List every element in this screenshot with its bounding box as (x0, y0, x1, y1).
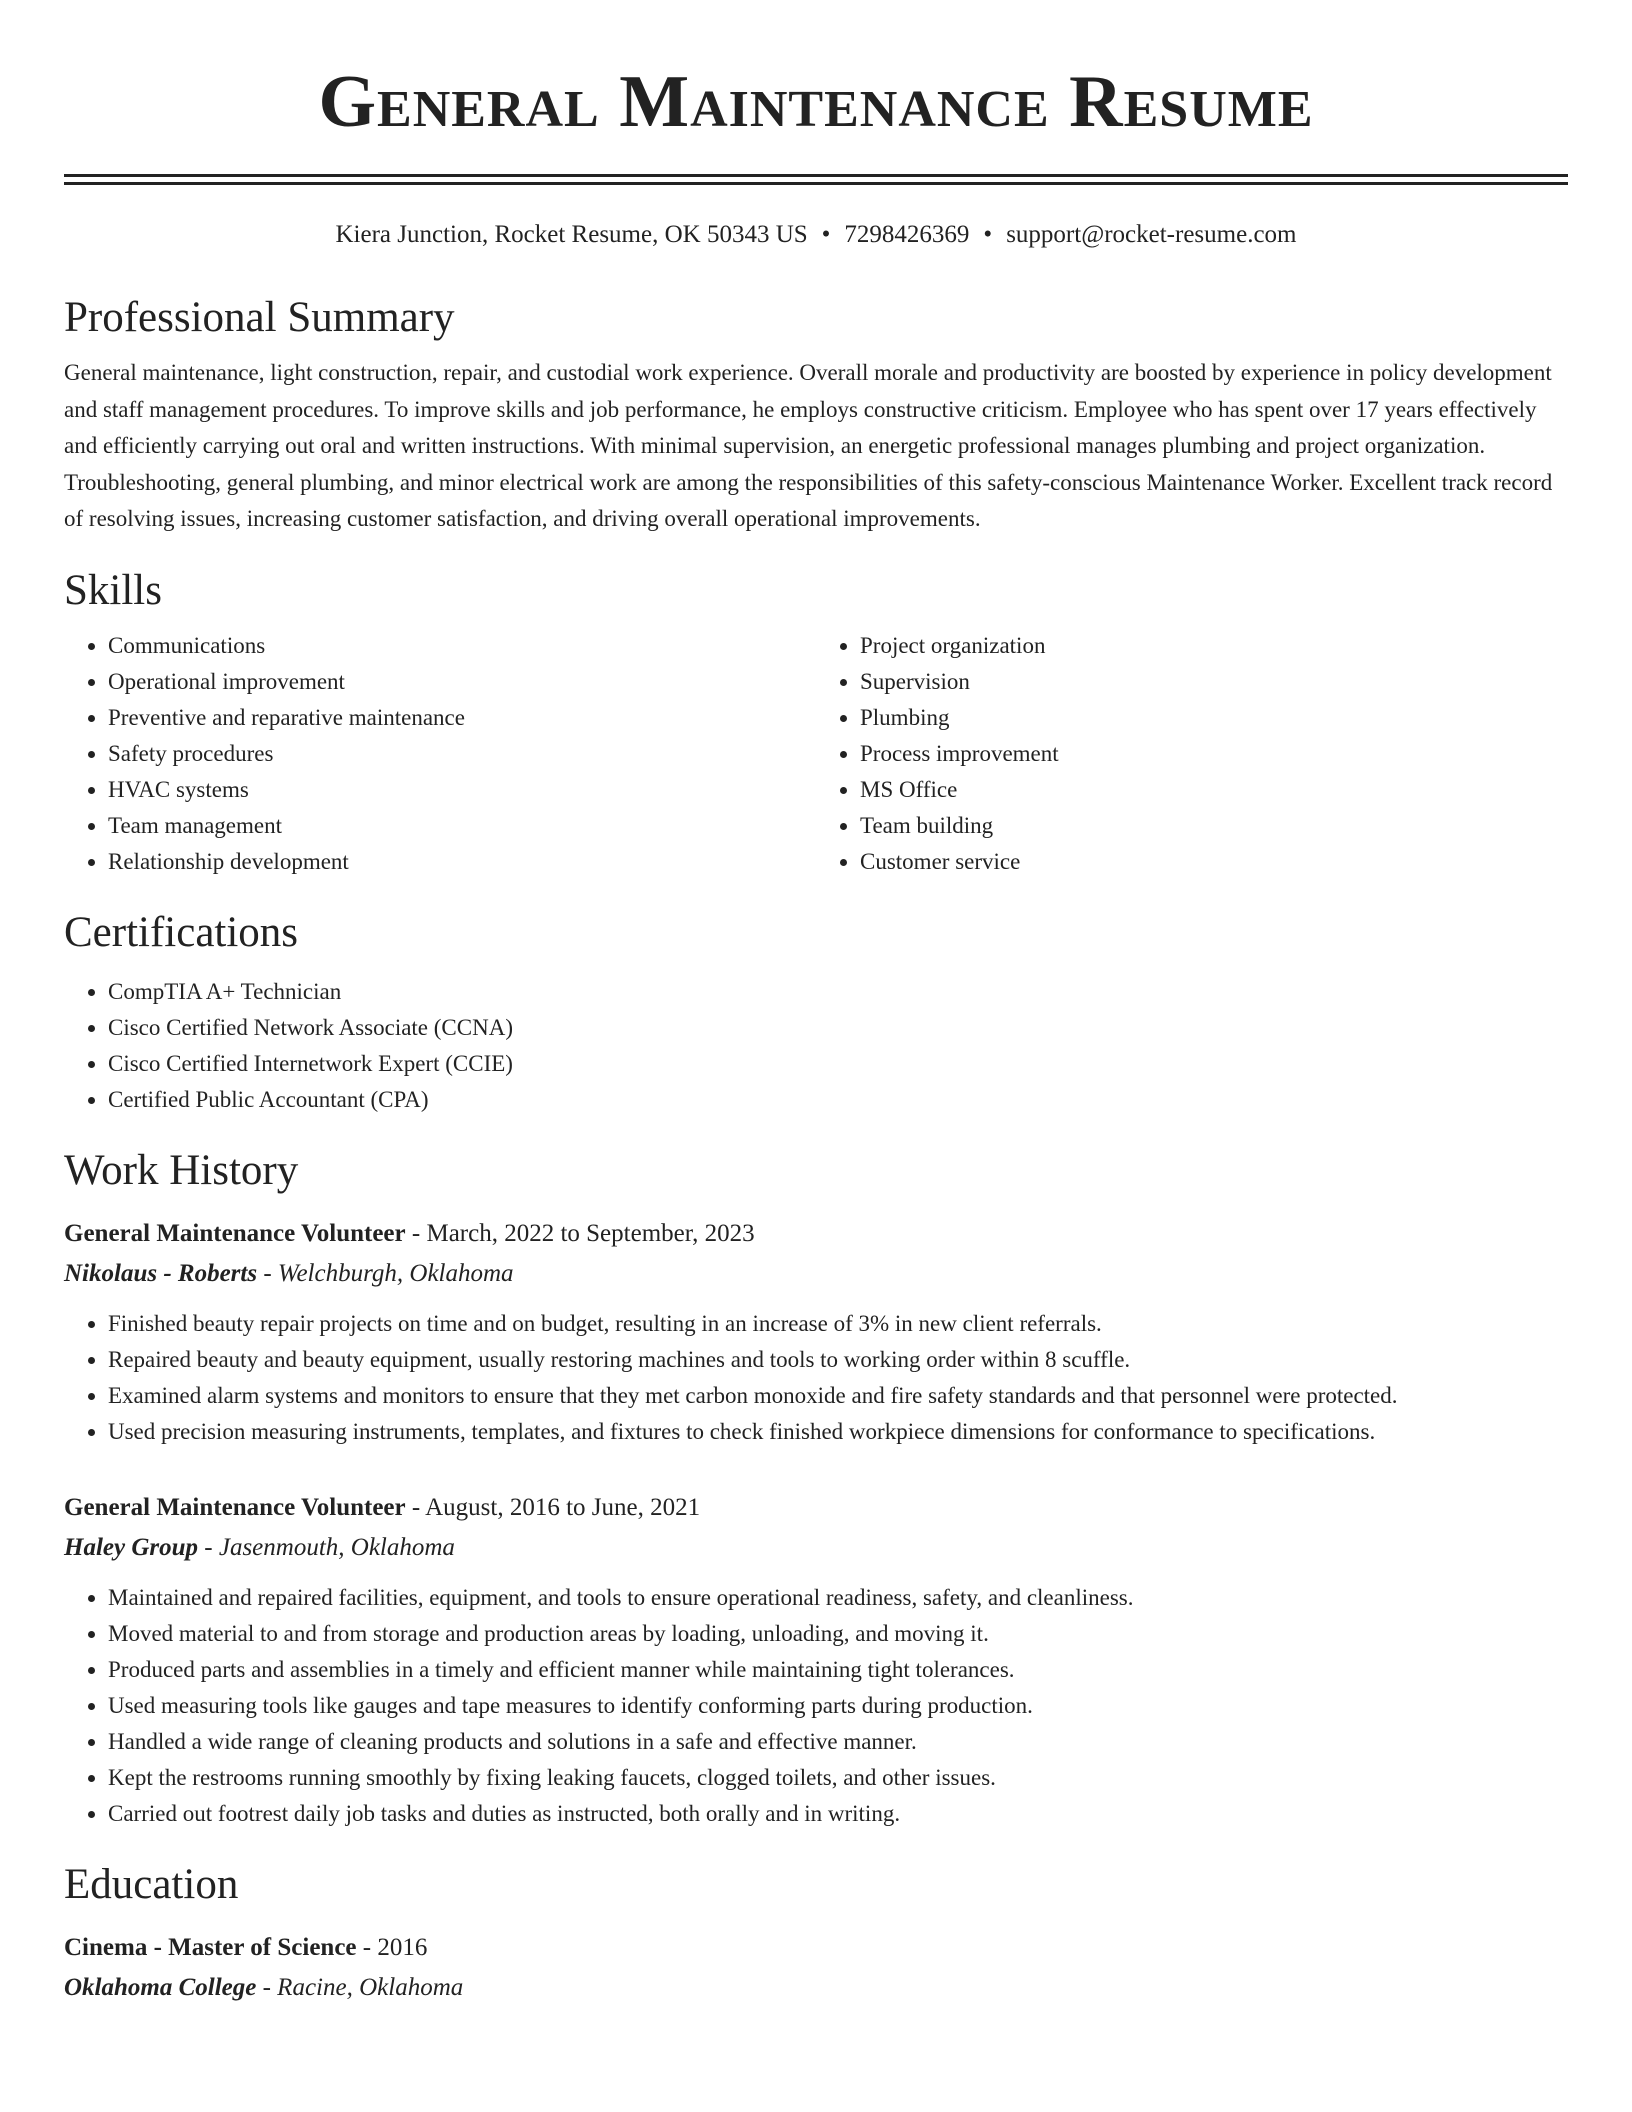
education-school: Oklahoma College (64, 1973, 257, 2001)
job-bullet: • Used measuring tools like gauges and tape measures to identify conforming parts during production. (108, 1688, 1568, 1724)
job-bullet: • Handled a wide range of cleaning products and solutions in a safe and effective manner. (108, 1724, 1568, 1760)
education-heading: Education (64, 1860, 239, 1908)
contact-separator: • (983, 221, 993, 248)
certification-item: • Certified Public Accountant (CPA) (108, 1082, 1568, 1118)
contact-separator: • (821, 221, 831, 248)
job-bullet: • Moved material to and from storage and production areas by loading, unloading, and moving it. (108, 1616, 1568, 1652)
job-employer-line (64, 1254, 1568, 1294)
certifications-section (64, 908, 1568, 1118)
job-header (64, 1488, 1568, 1528)
skill-item: • Project organization (860, 628, 1568, 664)
skill-item: • Process improvement (860, 736, 1568, 772)
title-double-rule (64, 174, 1568, 185)
contact-line (64, 219, 1568, 251)
skill-item: • Preventive and reparative maintenance (108, 700, 816, 736)
job-bullet: • Carried out footrest daily job tasks and duties as instructed, both orally and in writing. (108, 1796, 1568, 1832)
skill-item: • Plumbing (860, 700, 1568, 736)
contact-phone: 7298426369 (844, 221, 970, 248)
job-header (64, 1214, 1568, 1254)
work-history-section (64, 1146, 1568, 1832)
job-bullet: • Kept the restrooms running smoothly by fixing leaking faucets, clogged toilets, and other issues. (108, 1760, 1568, 1796)
job-bullet: • Examined alarm systems and monitors to ensure that they met carbon monoxide and fire safety standards and that personnel were protected. (108, 1378, 1568, 1414)
resume-title: General Maintenance Resume (318, 61, 1314, 143)
education-degree: Cinema - Master of Science (64, 1933, 357, 1961)
certification-item: • Cisco Certified Network Associate (CCNA) (108, 1010, 1568, 1046)
job-bullet: • Produced parts and assemblies in a timely and efficient manner while maintaining tight tolerances. (108, 1652, 1568, 1688)
contact-email: support@rocket-resume.com (1006, 221, 1297, 248)
job-bullet-list (64, 1580, 1568, 1832)
certification-item: • CompTIA A+ Technician (108, 974, 1568, 1010)
skill-item: • Operational improvement (108, 664, 816, 700)
education-header (64, 1928, 1568, 1968)
job-entry (64, 1488, 1568, 1832)
job-title: General Maintenance Volunteer (64, 1219, 406, 1247)
skill-item: • Communications (108, 628, 816, 664)
education-section (64, 1860, 1568, 2008)
job-location: - Jasenmouth, Oklahoma (204, 1533, 455, 1561)
skills-list-left (64, 628, 816, 880)
job-bullet-list (64, 1306, 1568, 1450)
education-year: - 2016 (362, 1933, 428, 1961)
job-dates: - August, 2016 to June, 2021 (411, 1493, 701, 1521)
skill-item: • Relationship development (108, 844, 816, 880)
skill-item: • MS Office (860, 772, 1568, 808)
summary-section (64, 293, 1568, 538)
education-entry (64, 1928, 1568, 2008)
education-location: - Racine, Oklahoma (262, 1973, 464, 2001)
skill-item: • Supervision (860, 664, 1568, 700)
skill-item: • Customer service (860, 844, 1568, 880)
work-history-heading: Work History (64, 1146, 299, 1194)
job-bullet: • Maintained and repaired facilities, equipment, and tools to ensure operational readiness, safety, and cleanliness. (108, 1580, 1568, 1616)
job-bullet: • Used precision measuring instruments, templates, and fixtures to check finished workpiece dimensions for conformance to specifications. (108, 1414, 1568, 1450)
skills-columns (64, 628, 1568, 880)
job-bullet: • Finished beauty repair projects on time and on budget, resulting in an increase of 3% in new client referrals. (108, 1306, 1568, 1342)
certifications-heading: Certifications (64, 908, 299, 956)
job-company: Nikolaus - Roberts (64, 1259, 258, 1287)
job-location: - Welchburgh, Oklahoma (263, 1259, 514, 1287)
job-entry (64, 1214, 1568, 1450)
skills-heading: Skills (64, 566, 162, 614)
skill-item: • HVAC systems (108, 772, 816, 808)
certification-item: • Cisco Certified Internetwork Expert (CCIE) (108, 1046, 1568, 1082)
job-dates: - March, 2022 to September, 2023 (411, 1219, 755, 1247)
job-company: Haley Group (64, 1533, 199, 1561)
job-employer-line (64, 1528, 1568, 1568)
skill-item: • Team building (860, 808, 1568, 844)
education-school-line (64, 1968, 1568, 2008)
skill-item: • Team management (108, 808, 816, 844)
summary-text: General maintenance, light construction, repair, and custodial work experience. Overall morale and productivity are boosted by experience in policy development and staff management procedures. To improve skills and job performance, he employs constructive criticism. Employee who has spent over 17 years effectively and efficiently carrying out oral and written instructions. With minimal supervision, an energetic professional manages plumbing and project organization. Troubleshooting, general plumbing, and minor electrical work are among the responsibilities of this safety-conscious Maintenance Worker. Excellent track record of resolving issues, increasing customer satisfaction, and driving overall operational improvements. (64, 360, 1553, 531)
skills-section (64, 566, 1568, 880)
contact-address: Kiera Junction, Rocket Resume, OK 50343 US (335, 221, 808, 248)
certifications-list (64, 974, 1568, 1118)
job-title: General Maintenance Volunteer (64, 1493, 406, 1521)
skills-list-right (816, 628, 1568, 880)
job-bullet: • Repaired beauty and beauty equipment, usually restoring machines and tools to working order within 8 scuffle. (108, 1342, 1568, 1378)
skill-item: • Safety procedures (108, 736, 816, 772)
summary-heading: Professional Summary (64, 294, 455, 341)
